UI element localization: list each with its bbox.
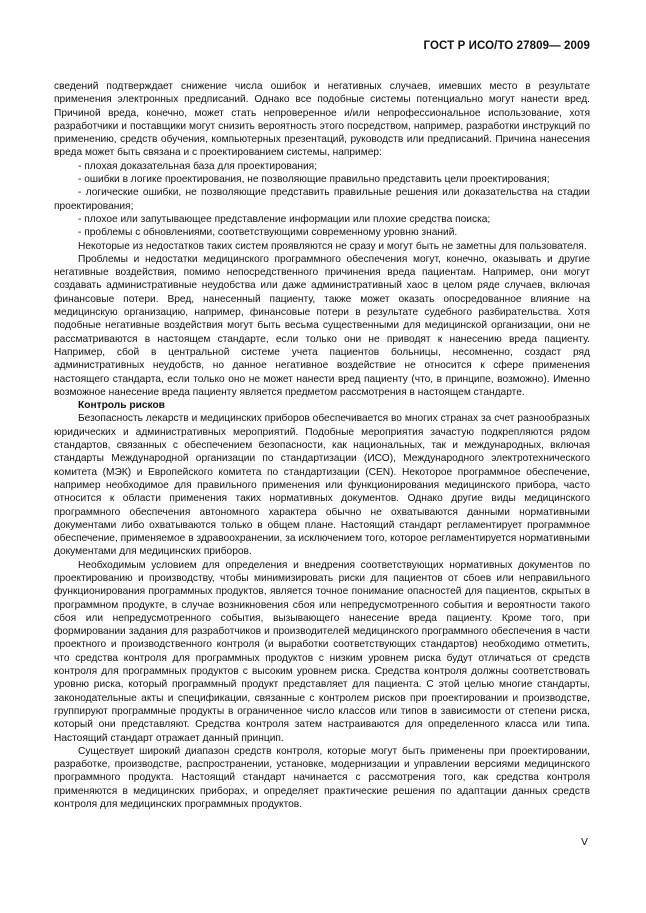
body-text — [54, 80, 590, 811]
section-heading: Контроль рисков — [78, 400, 165, 412]
paragraph: сведений подтверждает снижение числа ошибок и негативных случаев, имевших место в результате применения электронных предписаний. Однако все подобные системы потенциально могут нанести вред. Причиной вреда, конечно, может стать непроверенное и/или непрофессиональное использование, хотя разработчики и поставщики могут снизить вероятность этого посредством, например, разработки инструкций по применению, средств обучения, компьютерных презентаций, руководств или предписаний. Причина нанесения вреда может быть связана и с проектированием системы, например: — [54, 81, 590, 159]
list-item: - логические ошибки, не позволяющие представить правильные решения или доказательства на стадии проектирования; — [54, 187, 590, 212]
paragraph: Проблемы и недостатки медицинского программного обеспечения могут, конечно, оказывать и другие негативные воздействия, помимо непосредственного причинения вреда пациентам. Например, они могут создавать административные неудобства или даже административный хаос в целом ряде случаев, включая финансовые потери. Вред, нанесенный пациенту, также может оказать опосредованное влияние на медицинскую организацию, например, финансовые потери в результате судебного разбирательства. Хотя подобные негативные воздействия могут быть весьма существенными для медицинской организации, они не рассматриваются в настоящем стандарте, если только они не приводят к нанесению вреда пациенту. Например, сбой в центральной системе учета пациентов больницы, несомненно, создаст ряд административных неудобств, но данное негативное воздействие не относится к сфере применения настоящего стандарта, если только оно не может нанести вред пациенту (что, в принципе, возможно). Именно возможное нанесение вреда пациенту является предметом рассмотрения в настоящем стандарте. — [54, 253, 590, 398]
paragraph: Безопасность лекарств и медицинских приборов обеспечивается во многих странах за счет разнообразных юридических и административных мероприятий. Подобные мероприятия зачастую подкрепляются рядом стандартов, связанных с обеспечением безопасности, как национальных, так и международных, включая стандарты Международной организации по стандартизации (ИСО), Международного электротехнического комитета (МЭК) и Европейского комитета по стандартизации (CEN). Некоторое программное обеспечение, например необходимое для правильного применения или функционирования медицинского прибора, часто относится к области применения таких нормативных документов. Однако другие виды медицинского программного обеспечения автономного характера обычно не охватываются данными нормативными документами либо охватываются только в общем плане. Настоящий стандарт регламентирует программное обеспечение, применяемое в здравоохранении, за исключением того, которое регламентируется нормативными документами для медицинских приборов. — [54, 413, 590, 558]
page-number: V — [580, 836, 588, 848]
list-item: - проблемы с обновлениями, соответствующими современному уровню знаний. — [78, 227, 458, 239]
list-item: - плохое или запутывающее представление информации или плохие средства поиска; — [78, 213, 491, 225]
standard-header: ГОСТ Р ИСО/ТО 27809— 2009 — [423, 40, 590, 52]
list-item: - ошибки в логике проектирования, не позволяющие правильно представить цели проектирования; — [78, 174, 550, 186]
paragraph: Необходимым условием для определения и внедрения соответствующих нормативных документов по проектированию и производству, чтобы минимизировать риски для пациентов от сбоев или неправильного функционирования программных продуктов, является точное понимание опасностей для пациентов, скрытых в программном продукте, в случае возникновения сбоя или непредусмотренного события и вероятности такого сбоя или непредусмотренного события, вызывающего нанесение вреда пациенту. Кроме того, при формировании задания для разработчиков и производителей медицинского программного обеспечения в части проектного и производственного контроля (и выработки соответствующих стандартов) необходимо отметить, что средства контроля для программных продуктов с низким уровнем риска будут отличаться от средств контроля для программных продуктов с высоким уровнем риска. Средства контроля должны соответствовать уровню риска, который программный продукт представляет для пациента. С этой целью многие стандарты, законодательные акты и спецификации, связанные с контролем рисков при проектировании и производстве, группируют программные продукты в ограниченное число классов или типов в зависимости от степени риска, который они представляют. Средства контроля затем настраиваются для определенного класса или типа. Настоящий стандарт отражает данный принцип. — [54, 559, 590, 744]
paragraph: Некоторые из недостатков таких систем проявляются не сразу и могут быть не заметны для пользователя. — [78, 240, 587, 252]
list-item: - плохая доказательная база для проектирования; — [78, 160, 318, 172]
paragraph: Существует широкий диапазон средств контроля, которые могут быть применены при проектировании, разработке, производстве, распространении, установке, модернизации и управлении версиями медицинского программного продукта. Настоящий стандарт начинается с рассмотрения того, как средства контроля применяются в медицинских приборах, и определяет практические решения по адаптации данных средств контроля для медицинских программных продуктов. — [54, 745, 590, 811]
